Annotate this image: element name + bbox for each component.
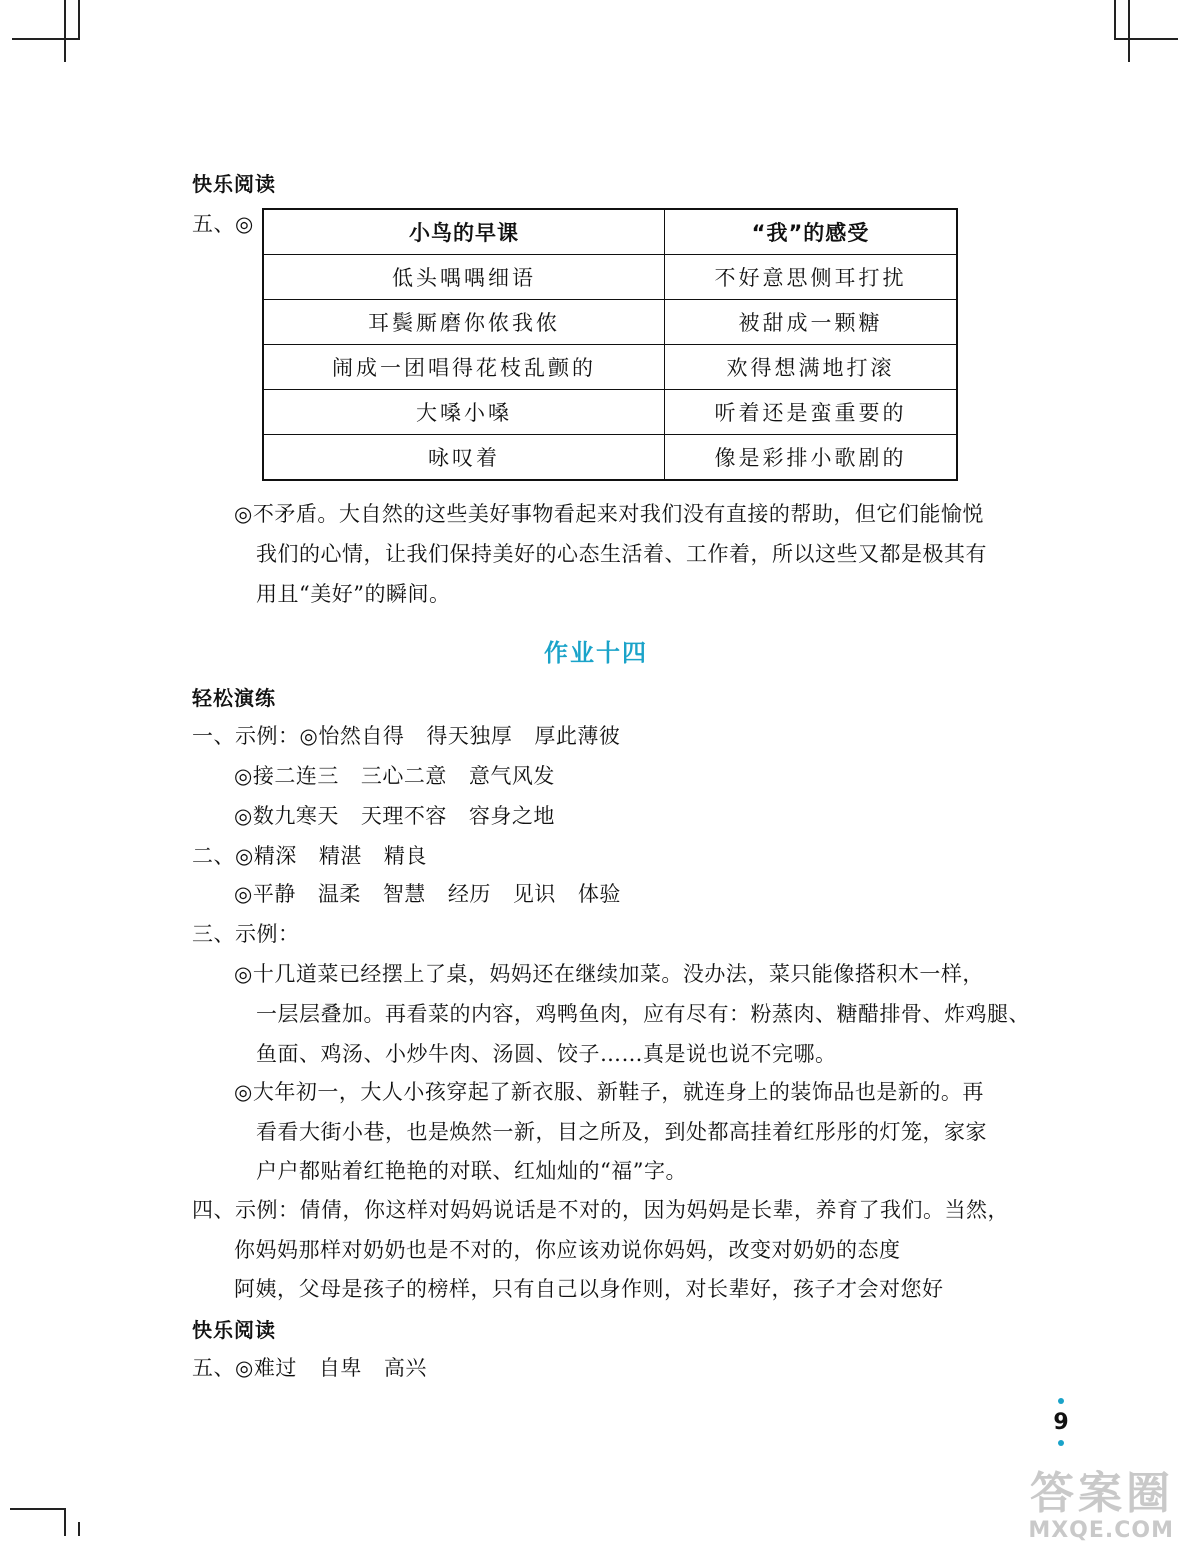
answer-line: 用且“美好”的瞬间。 xyxy=(256,582,451,606)
word: 见识 xyxy=(512,882,556,906)
answer-line: 户户都贴着红艳艳的对联、红灿灿的“福”字。 xyxy=(256,1159,687,1183)
answer-line xyxy=(234,878,621,908)
answer-line: ◎十几道菜已经摆上了桌，妈妈还在继续加菜。没办法，菜只能像搭积木一样， xyxy=(234,962,984,986)
watermark-url: MXQE.COM xyxy=(1028,1518,1174,1543)
answer-line xyxy=(192,840,427,870)
crop-mark xyxy=(64,1508,66,1536)
table-header: 小鸟的早课 xyxy=(263,209,664,255)
question-label: 三、示例： xyxy=(192,922,300,946)
table-header-row xyxy=(263,209,957,255)
crop-mark xyxy=(1128,0,1130,62)
page-dot-icon xyxy=(1058,1440,1064,1446)
table-cell: 不好意思侧耳打扰 xyxy=(664,255,957,300)
table-cell: 大嗓小嗓 xyxy=(263,390,664,435)
table-row xyxy=(263,435,957,481)
page-dot-icon xyxy=(1058,1398,1064,1404)
word: ◎平静 xyxy=(234,882,296,906)
crop-mark xyxy=(10,1508,66,1510)
question-label: 五、◎ xyxy=(192,212,254,236)
table-cell: 欢得想满地打滚 xyxy=(664,345,957,390)
table-row xyxy=(263,345,957,390)
crop-mark xyxy=(64,0,66,62)
answer-line: ◎不矛盾。大自然的这些美好事物看起来对我们没有直接的帮助，但它们能愉悦 xyxy=(234,502,984,526)
answer-line xyxy=(234,800,555,830)
word: 精湛 xyxy=(318,844,362,868)
idiom: 三心二意 xyxy=(360,764,447,788)
idiom: 容身之地 xyxy=(468,804,555,828)
answer-line xyxy=(192,1352,427,1382)
section-heading: 轻松演练 xyxy=(192,686,276,710)
word: 自卑 xyxy=(318,1356,362,1380)
crop-mark xyxy=(1114,0,1116,40)
question-label: 二、 xyxy=(192,844,235,868)
table-row xyxy=(263,255,957,300)
answer-line xyxy=(234,760,555,790)
word: ◎精深 xyxy=(235,844,297,868)
word: 温柔 xyxy=(317,882,361,906)
word: 体验 xyxy=(577,882,621,906)
idiom: ◎数九寒天 xyxy=(234,804,339,828)
table-cell: 耳鬓厮磨你侬我侬 xyxy=(263,300,664,345)
word: 高兴 xyxy=(383,1356,427,1380)
table-header: “我”的感受 xyxy=(664,209,957,255)
word: 智慧 xyxy=(382,882,426,906)
table-row xyxy=(263,390,957,435)
crop-mark xyxy=(78,1522,80,1536)
page-number: 9 xyxy=(1053,1410,1069,1435)
watermark-logo: 答案圈 xyxy=(1030,1468,1174,1519)
word: 五、◎难过 xyxy=(192,1356,297,1380)
table-cell: 闹成一团唱得花枝乱颤的 xyxy=(263,345,664,390)
table-cell: 像是彩排小歌剧的 xyxy=(664,435,957,481)
answer-line: 鱼面、鸡汤、小炒牛肉、汤圆、饺子……真是说也说不完哪。 xyxy=(256,1042,837,1066)
answer-line xyxy=(192,720,620,750)
answer-line: 阿姨，父母是孩子的榜样，只有自己以身作则，对长辈好，孩子才会对您好 xyxy=(234,1277,944,1301)
answer-line: 你妈妈那样对奶奶也是不对的，你应该劝说你妈妈，改变对奶奶的态度 xyxy=(234,1238,901,1262)
homework-title: 作业十四 xyxy=(544,639,648,667)
section-heading: 快乐阅读 xyxy=(192,172,276,196)
reading-table xyxy=(262,208,958,481)
word: 精良 xyxy=(383,844,427,868)
answer-line: 我们的心情，让我们保持美好的心态生活着、工作着，所以这些又都是极其有 xyxy=(256,542,987,566)
table-cell: 被甜成一颗糖 xyxy=(664,300,957,345)
question-label: 一、示例： xyxy=(192,724,300,748)
answer-line: 看看大街小巷，也是焕然一新，目之所及，到处都高挂着红彤彤的灯笼，家家 xyxy=(256,1120,987,1144)
idiom: ◎怡然自得 xyxy=(299,724,405,748)
crop-mark xyxy=(1114,38,1178,40)
answer-line: 四、示例：倩倩，你这样对妈妈说话是不对的，因为妈妈是长辈，养育了我们。当然， xyxy=(192,1198,1009,1222)
crop-mark xyxy=(78,0,80,40)
idiom: 得天独厚 xyxy=(426,724,513,748)
idiom: 意气风发 xyxy=(468,764,555,788)
section-heading: 快乐阅读 xyxy=(192,1318,276,1342)
word: 经历 xyxy=(447,882,491,906)
answer-line: ◎大年初一，大人小孩穿起了新衣服、新鞋子，就连身上的装饰品也是新的。再 xyxy=(234,1080,984,1104)
idiom: 天理不容 xyxy=(360,804,447,828)
idiom: 厚此薄彼 xyxy=(534,724,621,748)
idiom: ◎接二连三 xyxy=(234,764,339,788)
table-cell: 咏叹着 xyxy=(263,435,664,481)
table-cell: 听着还是蛮重要的 xyxy=(664,390,957,435)
watermark xyxy=(1028,1470,1174,1543)
crop-mark xyxy=(12,38,78,40)
answer-line: 一层层叠加。再看菜的内容，鸡鸭鱼肉，应有尽有：粉蒸肉、糖醋排骨、炸鸡腿、 xyxy=(256,1002,1030,1026)
table-row xyxy=(263,300,957,345)
table-cell: 低头喁喁细语 xyxy=(263,255,664,300)
